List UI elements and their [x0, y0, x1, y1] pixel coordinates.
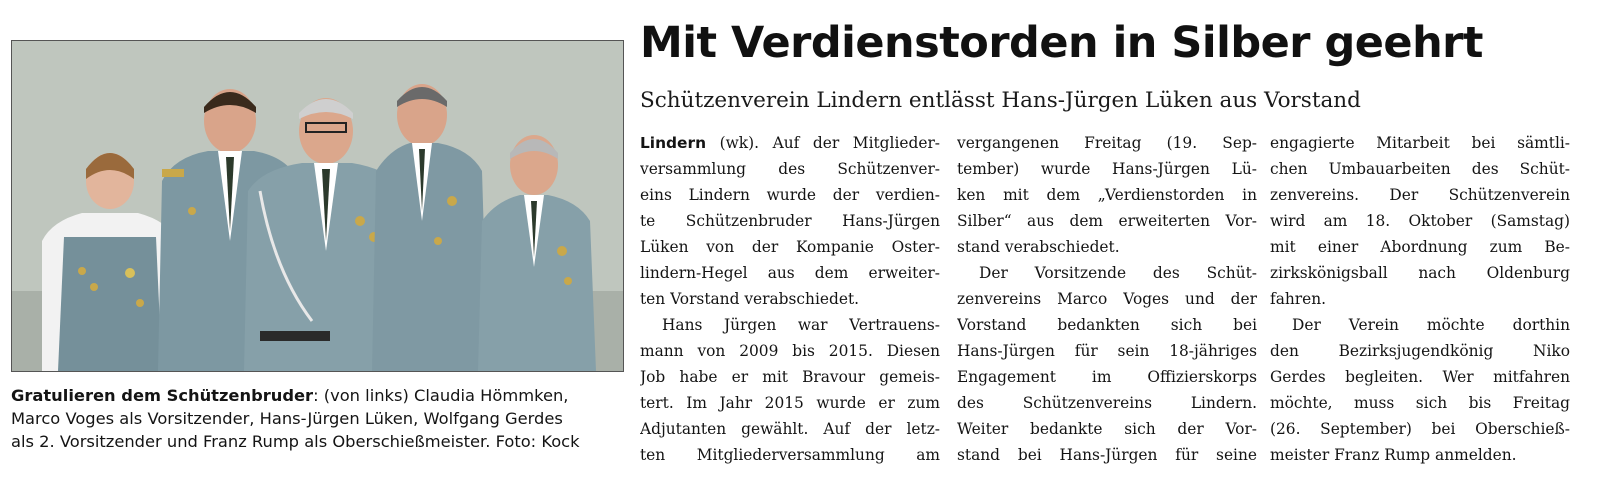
- caption-bold: Gratulieren dem Schützenbruder: [11, 386, 314, 405]
- group-photo-illustration: [12, 41, 623, 371]
- text-line: Weiter bedankte sich der Vor-: [957, 420, 1257, 438]
- article-photo: [11, 40, 624, 372]
- text-line: fahren.: [1270, 290, 1327, 308]
- text-line: wird am 18. Oktober (Samstag): [1270, 212, 1570, 230]
- text-line: ten Vorstand verabschiedet.: [640, 290, 860, 308]
- article-column-3: [1270, 130, 1570, 468]
- text-line: Gerdes begleiten. Wer mitfahren: [1270, 368, 1570, 386]
- text-line: meister Franz Rump anmelden.: [1270, 446, 1517, 464]
- caption-line: als 2. Vorsitzender und Franz Rump als Oberschießmeister. Foto: Kock: [11, 432, 580, 451]
- text-line: Lüken von der Kompanie Oster-: [640, 238, 940, 256]
- text-line: Silber“ aus dem erweiterten Vor-: [957, 212, 1257, 230]
- subheadline: Schützenverein Lindern entlässt Hans-Jürgen Lüken aus Vorstand: [640, 88, 1361, 113]
- text-line: ten Mitgliederversammlung am: [640, 446, 940, 464]
- article-column-1: [640, 130, 940, 468]
- text-line-rest: (wk). Auf der Mitglieder-: [706, 134, 940, 152]
- text-line: Vorstand bedankten sich bei: [957, 316, 1257, 334]
- text-line: Job habe er mit Bravour gemeis-: [640, 368, 940, 386]
- text-line: Adjutanten gewählt. Auf der letz-: [640, 420, 940, 438]
- caption-line: Marco Voges als Vorsitzender, Hans-Jürgen Lüken, Wolfgang Gerdes: [11, 409, 563, 428]
- article-column-2: [957, 130, 1257, 468]
- text-line: engagierte Mitarbeit bei sämtli-: [1270, 134, 1570, 152]
- text-line: des Schützenvereins Lindern.: [957, 394, 1257, 412]
- headline: Mit Verdienstorden in Silber geehrt: [640, 18, 1483, 68]
- caption-line: [11, 384, 626, 407]
- text-line: vergangenen Freitag (19. Sep-: [957, 134, 1257, 152]
- text-line: ken mit dem „Verdienstorden in: [957, 186, 1257, 204]
- caption-text: : (von links) Claudia Hömmken,: [313, 386, 569, 405]
- text-line: versammlung des Schützenver-: [640, 160, 940, 178]
- text-line: zenvereins. Der Schützenverein: [1270, 186, 1570, 204]
- text-line: Hans Jürgen war Vertrauens-: [662, 316, 940, 334]
- text-line: Der Vorsitzende des Schüt-: [979, 264, 1257, 282]
- text-line: den Bezirksjugendkönig Niko: [1270, 342, 1570, 360]
- text-line: stand bei Hans-Jürgen für seine: [957, 446, 1257, 464]
- text-line: tert. Im Jahr 2015 wurde er zum: [640, 394, 940, 412]
- text-line: mann von 2009 bis 2015. Diesen: [640, 342, 940, 360]
- text-line: eins Lindern wurde der verdien-: [640, 186, 940, 204]
- text-line: tember) wurde Hans-Jürgen Lü-: [957, 160, 1257, 178]
- text-line: zirkskönigsball nach Oldenburg: [1270, 264, 1570, 282]
- text-line: lindern-Hegel aus dem erweiter-: [640, 264, 940, 282]
- photo-caption: [11, 384, 626, 453]
- text-line: te Schützenbruder Hans-Jürgen: [640, 212, 940, 230]
- text-line: (26. September) bei Oberschieß-: [1270, 420, 1570, 438]
- text-line: Hans-Jürgen für sein 18-jähriges: [957, 342, 1257, 360]
- text-line: chen Umbauarbeiten des Schüt-: [1270, 160, 1570, 178]
- text-line: stand verabschiedet.: [957, 238, 1120, 256]
- text-line: Der Verein möchte dorthin: [1292, 316, 1570, 334]
- text-line: mit einer Abordnung zum Be-: [1270, 238, 1570, 256]
- text-line: zenvereins Marco Voges und der: [957, 290, 1257, 308]
- text-line: [640, 130, 940, 156]
- text-line: Engagement im Offizierskorps: [957, 368, 1257, 386]
- dateline: Lindern: [640, 134, 707, 152]
- text-line: möchte, muss sich bis Freitag: [1270, 394, 1570, 412]
